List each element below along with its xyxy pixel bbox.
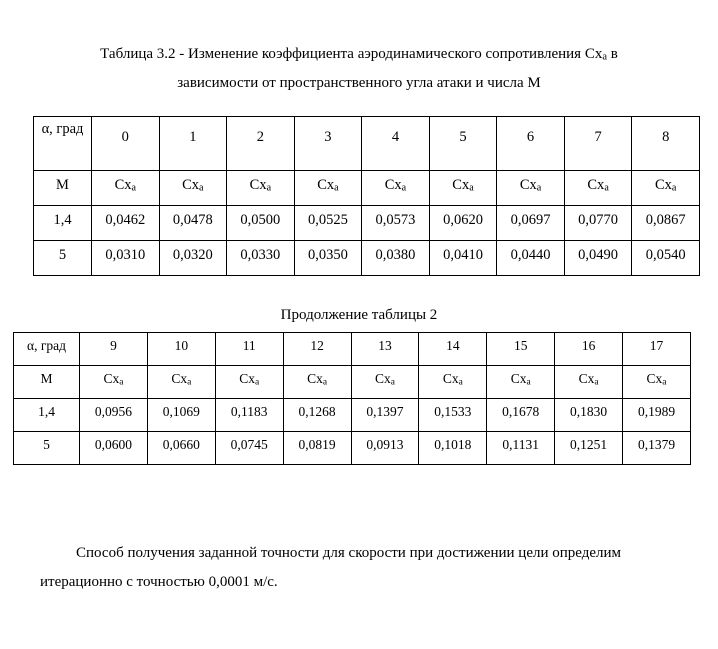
angle-header-cell: α, град [14, 333, 80, 366]
cx-value-cell: 0,0490 [564, 241, 632, 276]
cx-label: Сх [182, 177, 200, 193]
cx-subscript: a [594, 377, 599, 388]
cx-label: Сх [307, 371, 323, 386]
cx-value-cell: 0,1268 [283, 399, 351, 432]
cx-label-cell [623, 366, 691, 399]
cx-subscript: a [671, 182, 677, 194]
cx-value-cell: 0,0600 [80, 432, 148, 465]
table-row [14, 399, 691, 432]
cx-subscript: a [119, 377, 124, 388]
table-row [34, 241, 700, 276]
cx-value-cell: 0,1018 [419, 432, 487, 465]
cx-value-cell: 0,1251 [555, 432, 623, 465]
mach-label-cell: М [14, 366, 80, 399]
cx-label: Сх [239, 371, 255, 386]
cx-value-cell: 0,0620 [429, 206, 497, 241]
angle-cell: 4 [362, 117, 430, 171]
cx-label-cell [92, 171, 160, 206]
cx-label-cell [80, 366, 148, 399]
cx-subscript: a [604, 182, 609, 194]
cx-value-cell: 0,0525 [294, 206, 362, 241]
cx-label-cell [564, 171, 632, 206]
cx-value-cell: 0,0770 [564, 206, 632, 241]
mach-label-cell: М [34, 171, 92, 206]
cx-value-cell: 0,0500 [227, 206, 295, 241]
angle-cell: 10 [147, 333, 215, 366]
cx-label: Сх [578, 371, 595, 386]
cx-value-cell: 0,0745 [215, 432, 283, 465]
cx-value-cell: 0,0462 [92, 206, 160, 241]
drag-coefficient-table-1 [33, 116, 700, 276]
label-row [14, 366, 691, 399]
angle-cell: 11 [215, 333, 283, 366]
cx-value-cell: 0,0697 [497, 206, 565, 241]
cx-label-cell [429, 171, 497, 206]
cx-label: Сх [442, 371, 459, 386]
caption-text: Таблица 3.2 - Изменение коэффициента аэродинамического сопротивления Сх [100, 46, 603, 62]
angle-cell: 7 [564, 117, 632, 171]
cx-subscript: a [662, 377, 667, 388]
angle-cell: 16 [555, 333, 623, 366]
cx-subscript: a [536, 182, 542, 194]
cx-value-cell: 0,0410 [429, 241, 497, 276]
paragraph-line1: Способ получения заданной точности для скорости при достижении цели определим [76, 545, 622, 561]
cx-subscript: a [401, 182, 407, 194]
body-paragraph [0, 539, 718, 597]
cx-value-cell: 0,0330 [227, 241, 295, 276]
cx-label-cell [497, 171, 565, 206]
cx-subscript: a [131, 182, 136, 194]
cx-value-cell: 0,0867 [632, 206, 700, 241]
angle-cell: 8 [632, 117, 700, 171]
cx-subscript: a [390, 377, 395, 388]
caption-text-end: в [607, 46, 618, 62]
cx-value-cell: 0,0478 [159, 206, 227, 241]
cx-label: Сх [510, 371, 527, 386]
cx-label: Сх [384, 177, 402, 193]
cx-label: Сх [519, 177, 537, 193]
cx-label: Сх [317, 177, 335, 193]
cx-label: Сх [103, 371, 120, 386]
angle-cell: 6 [497, 117, 565, 171]
cx-value-cell: 0,0540 [632, 241, 700, 276]
angle-cell: 5 [429, 117, 497, 171]
angle-cell: 17 [623, 333, 691, 366]
cx-subscript: a [526, 377, 531, 388]
table-caption-line2: зависимости от пространственного угла атаки и числа М [177, 75, 541, 91]
mach-value-cell: 1,4 [14, 399, 80, 432]
cx-label: Сх [249, 177, 267, 193]
angle-cell: 9 [80, 333, 148, 366]
label-row [34, 171, 700, 206]
mach-value-cell: 5 [34, 241, 92, 276]
table-caption-line1 [0, 45, 718, 67]
cx-value-cell: 0,1397 [351, 399, 419, 432]
cx-value-cell: 0,0440 [497, 241, 565, 276]
header-row [14, 333, 691, 366]
angle-cell: 15 [487, 333, 555, 366]
cx-value-cell: 0,1989 [623, 399, 691, 432]
cx-label: Сх [587, 177, 605, 193]
cx-value-cell: 0,1183 [215, 399, 283, 432]
cx-subscript: a [322, 377, 328, 388]
cx-value-cell: 0,0819 [283, 432, 351, 465]
cx-label-cell [283, 366, 351, 399]
cx-value-cell: 0,0350 [294, 241, 362, 276]
cx-value-cell: 0,1069 [147, 399, 215, 432]
cx-subscript: a [334, 182, 339, 194]
cx-label-cell [487, 366, 555, 399]
continuation-caption: Продолжение таблицы 2 [280, 307, 438, 323]
drag-coefficient-table-2 [13, 332, 691, 465]
cx-label-cell [294, 171, 362, 206]
angle-cell: 14 [419, 333, 487, 366]
cx-subscript: a [199, 182, 204, 194]
cx-subscript: a [458, 377, 463, 388]
angle-cell: 12 [283, 333, 351, 366]
cx-label-cell [147, 366, 215, 399]
cx-value-cell: 0,1830 [555, 399, 623, 432]
cx-label: Сх [654, 177, 672, 193]
angle-header-cell: α, град [34, 117, 92, 171]
angle-cell: 2 [227, 117, 295, 171]
cx-value-cell: 0,1533 [419, 399, 487, 432]
cx-label-cell [159, 171, 227, 206]
angle-cell: 1 [159, 117, 227, 171]
cx-label: Сх [452, 177, 470, 193]
cx-value-cell: 0,0380 [362, 241, 430, 276]
cx-label-cell [215, 366, 283, 399]
cx-label-cell [632, 171, 700, 206]
cx-subscript: a [266, 182, 272, 194]
cx-value-cell: 0,0310 [92, 241, 160, 276]
caption-subscript: a [602, 51, 607, 63]
cx-value-cell: 0,0573 [362, 206, 430, 241]
mach-value-cell: 5 [14, 432, 80, 465]
angle-cell: 13 [351, 333, 419, 366]
cx-label-cell [419, 366, 487, 399]
cx-value-cell: 0,1131 [487, 432, 555, 465]
angle-cell: 3 [294, 117, 362, 171]
mach-value-cell: 1,4 [34, 206, 92, 241]
cx-label-cell [362, 171, 430, 206]
cx-label-cell [555, 366, 623, 399]
cx-subscript: a [254, 377, 260, 388]
cx-label: Сх [171, 371, 188, 386]
cx-subscript: a [469, 182, 474, 194]
cx-value-cell: 0,1379 [623, 432, 691, 465]
cx-label-cell [351, 366, 419, 399]
cx-value-cell: 0,0660 [147, 432, 215, 465]
cx-value-cell: 0,0320 [159, 241, 227, 276]
paragraph-line2: итерационно с точностью 0,0001 м/с. [40, 574, 278, 590]
cx-value-cell: 0,0956 [80, 399, 148, 432]
table-row [34, 206, 700, 241]
cx-label: Сх [646, 371, 663, 386]
angle-cell: 0 [92, 117, 160, 171]
cx-value-cell: 0,0913 [351, 432, 419, 465]
table-row [14, 432, 691, 465]
cx-label-cell [227, 171, 295, 206]
cx-subscript: a [187, 377, 192, 388]
header-row [34, 117, 700, 171]
cx-value-cell: 0,1678 [487, 399, 555, 432]
cx-label: Сх [374, 371, 391, 386]
cx-label: Сх [114, 177, 132, 193]
